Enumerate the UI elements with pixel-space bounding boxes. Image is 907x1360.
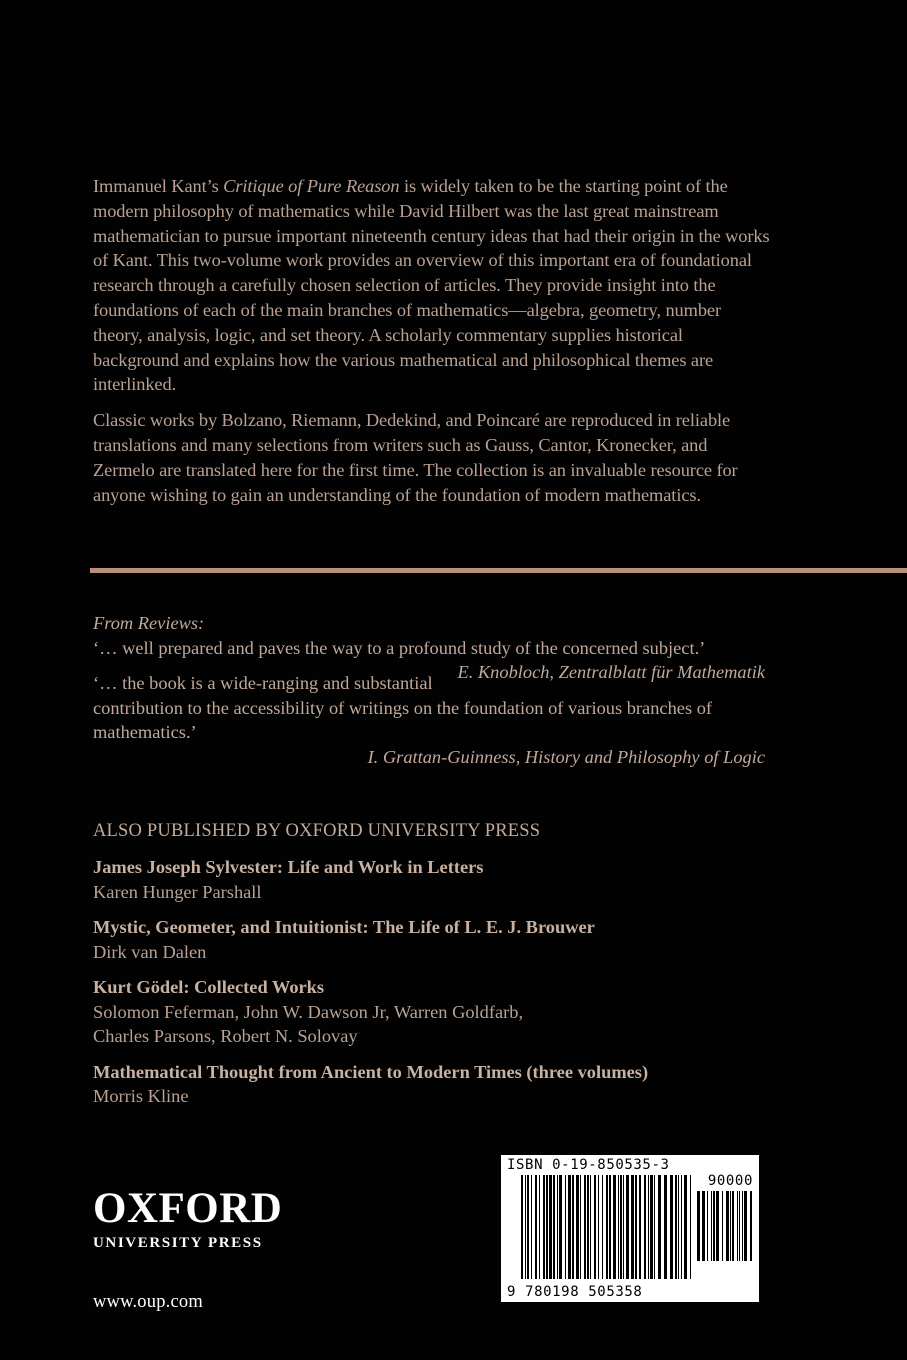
- review-source: I. Grattan-Guinness, History and Philosophy of Logic: [367, 746, 765, 767]
- barcode-bar: [631, 1175, 634, 1279]
- price-code: 90000: [707, 1173, 753, 1189]
- book-author: Morris Kline: [93, 1086, 189, 1106]
- barcode-bar: [576, 1175, 579, 1279]
- barcode-bar: [648, 1175, 649, 1279]
- logo-main-text: OXFORD: [93, 1185, 283, 1232]
- book-title: Kurt Gödel: Collected Works: [93, 977, 325, 997]
- isbn-label: ISBN 0-19-850535-3: [507, 1157, 670, 1173]
- book-title: James Joseph Sylvester: Life and Work in Letters: [93, 857, 484, 877]
- also-published-section: [93, 821, 793, 1120]
- divider-rule: [90, 568, 907, 573]
- barcode-bar: [580, 1175, 581, 1279]
- barcode-bar: [620, 1175, 622, 1279]
- barcode-bar: [744, 1191, 747, 1261]
- barcode-bar: [716, 1191, 719, 1261]
- barcode-bar: [713, 1191, 715, 1261]
- barcode-bar: [546, 1175, 548, 1279]
- barcode-bar: [525, 1175, 526, 1279]
- also-published-heading: ALSO PUBLISHED BY OXFORD UNIVERSITY PRESS: [93, 821, 541, 841]
- reviews-section: [93, 611, 765, 770]
- barcode-bar: [650, 1175, 653, 1279]
- barcode-bar: [594, 1175, 596, 1279]
- book-title: Mystic, Geometer, and Intuitionist: The Life of L. E. J. Brouwer: [93, 917, 595, 937]
- description-paragraph-2: Classic works by Bolzano, Riemann, Dedekind, and Poincaré are reproduced in reliable translations and many selections from writers such as Gauss, Cantor, Kronecker, and Zermelo are translated here for the first time. The collection is an invaluable resource for anyone wishing to gain an understanding of the foundation of modern mathematics.: [93, 410, 738, 505]
- barcode-bar: [681, 1175, 682, 1279]
- barcode-bar: [568, 1175, 571, 1279]
- barcode-bar: [572, 1175, 574, 1279]
- barcode-bar: [739, 1191, 740, 1261]
- barcode-bar: [623, 1175, 624, 1279]
- barcode-bar: [527, 1175, 529, 1279]
- barcode-bar: [602, 1175, 603, 1279]
- barcode-bar: [732, 1191, 734, 1261]
- barcode-bar: [539, 1175, 540, 1279]
- barcode-bar: [742, 1191, 743, 1261]
- barcode-bar: [750, 1191, 752, 1261]
- barcode-bar: [626, 1175, 629, 1279]
- isbn-barcode: [501, 1155, 759, 1302]
- logo-sub-text: UNIVERSITY PRESS: [93, 1235, 263, 1251]
- barcode-bar: [684, 1175, 687, 1279]
- book-entry: [93, 1060, 793, 1109]
- barcode-bar: [543, 1175, 545, 1279]
- barcode-bar: [565, 1175, 566, 1279]
- reviews-heading: From Reviews:: [93, 613, 205, 633]
- book-title: Mathematical Thought from Ancient to Modern Times (three volumes): [93, 1061, 649, 1082]
- barcode-bar: [609, 1175, 611, 1279]
- barcode-bar: [654, 1175, 655, 1279]
- barcode-bars: [521, 1175, 693, 1279]
- barcode-bar: [535, 1175, 537, 1279]
- addon-barcode-bars: [697, 1191, 753, 1261]
- barcode-bar: [711, 1191, 712, 1261]
- book-author: Solomon Feferman, John W. Dawson Jr, Warren Goldfarb, Charles Parsons, Robert N. Solovay: [93, 1001, 524, 1046]
- review-2: [93, 671, 765, 769]
- oxford-logo: [93, 1187, 303, 1253]
- barcode-bar: [635, 1175, 637, 1279]
- barcode-bar: [670, 1175, 673, 1279]
- review-1: [93, 636, 765, 683]
- barcode-bar: [644, 1175, 646, 1279]
- book-title-italic: Critique of Pure Reason: [223, 176, 400, 196]
- publisher-url[interactable]: www.oup.com: [93, 1292, 203, 1312]
- barcode-bar: [702, 1191, 705, 1261]
- barcode-bar: [613, 1175, 616, 1279]
- book-entry: [93, 915, 793, 964]
- barcode-bar: [675, 1175, 677, 1279]
- book-author: Karen Hunger Parshall: [93, 881, 262, 902]
- barcode-bar: [553, 1175, 555, 1279]
- barcode-bar: [707, 1191, 708, 1261]
- barcode-bar: [559, 1175, 562, 1279]
- barcode-bar: [557, 1175, 558, 1279]
- review-quote: ‘… the book is a wide-ranging and substantial contribution to the accessibility of writings on the foundation of various branches of mathematics.’: [93, 673, 713, 743]
- barcode-bar: [737, 1191, 738, 1261]
- barcode-bar: [658, 1175, 661, 1279]
- book-author: Dirk van Dalen: [93, 941, 207, 962]
- barcode-bar: [639, 1175, 641, 1279]
- barcode-bar: [678, 1175, 679, 1279]
- review-source: E. Knobloch, Zentralblatt für Mathematik: [457, 662, 765, 683]
- barcode-bar: [587, 1175, 589, 1279]
- barcode-bar: [722, 1191, 723, 1261]
- barcode-bar: [598, 1175, 599, 1279]
- barcode-bar: [531, 1175, 532, 1279]
- barcode-bar: [726, 1191, 729, 1261]
- barcode-bar: [618, 1175, 619, 1279]
- barcode-bar: [730, 1191, 731, 1261]
- barcode-bar: [664, 1175, 667, 1279]
- barcode-bar: [697, 1191, 700, 1261]
- ean-number: 9 780198 505358: [507, 1284, 643, 1300]
- review-quote: ‘… well prepared and paves the way to a profound study of the concerned subject.’: [93, 637, 706, 658]
- book-description: [93, 174, 773, 518]
- barcode-bar: [590, 1175, 591, 1279]
- barcode-bar: [521, 1175, 523, 1279]
- barcode-bar: [606, 1175, 608, 1279]
- book-entry: [93, 975, 793, 1049]
- barcode-bar: [549, 1175, 552, 1279]
- barcode-bar: [690, 1175, 691, 1279]
- book-entry: [93, 855, 793, 904]
- barcode-bar: [584, 1175, 586, 1279]
- description-paragraph-1: Immanuel Kant’s Critique of Pure Reason is widely taken to be the starting point of the modern philosophy of mathematics while David Hilbert was the last great mainstream mathematician to pursue important nineteenth century ideas that had their origin in the works of Kant. This two-volume work provides an overview of this important era of foundational research through a carefully chosen selection of articles. They provide insight into the foundations of each of the main branches of mathematics—algebra, geometry, number theory, analysis, logic, and set theory. A scholarly commentary supplies historical background and explains how the various mathematical and philosophical themes are interlinked.: [93, 176, 770, 395]
